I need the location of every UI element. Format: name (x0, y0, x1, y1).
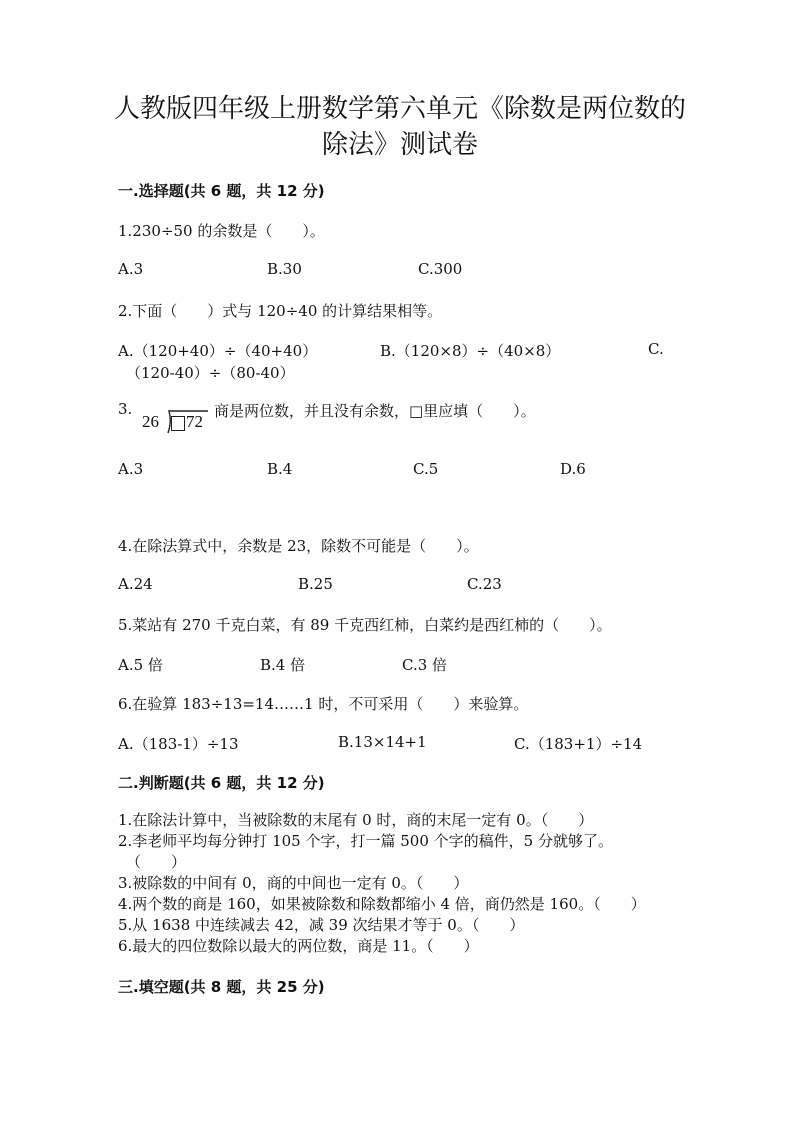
q6-option-b: B.13×14+1 (338, 733, 427, 751)
q1-option-a: A.3 (118, 260, 144, 278)
judge-item-1: 1.在除法计算中，当被除数的末尾有 0 时，商的末尾一定有 0。（ ） (118, 811, 594, 829)
judge-item-5: 5.从 1638 中连续减去 42，减 39 次结果才等于 0。（ ） (118, 916, 525, 934)
q2-option-c: C. (648, 340, 664, 358)
q1-option-b: B.30 (267, 260, 302, 278)
q5-option-a: A.5 倍 (118, 656, 163, 674)
question-5: 5.菜站有 270 千克白菜，有 89 千克西红柿，白菜约是西红柿的（ ）。 (118, 616, 612, 634)
section-heading-choice: 一.选择题(共 6 题，共 12 分) (118, 182, 325, 200)
section-heading-fill: 三.填空题(共 8 题，共 25 分) (118, 978, 325, 996)
q6-option-a: A.（183-1）÷13 (118, 735, 239, 753)
q5-option-b: B.4 倍 (260, 656, 306, 674)
q4-option-c: C.23 (467, 575, 502, 593)
dividend-digits: 72 (186, 412, 203, 431)
q4-option-a: A.24 (118, 575, 153, 593)
q1-option-c: C.300 (418, 260, 463, 278)
judge-item-2: 2.李老师平均每分钟打 105 个字，打一篇 500 个字的稿件，5 分就够了。 (118, 832, 613, 850)
page-title-line2: 除法》测试卷 (321, 130, 478, 160)
question-3-number: 3. (118, 400, 133, 418)
q2-option-c-expression: （120-40）÷（80-40） (126, 364, 295, 382)
judge-item-6: 6.最大的四位数除以最大的两位数，商是 11。（ ） (118, 937, 479, 955)
question-4: 4.在除法算式中，余数是 23，除数不可能是（ ）。 (118, 537, 479, 555)
question-3: 商是两位数，并且没有余数，□里应填（ ）。 (214, 402, 536, 420)
question-1: 1.230÷50 的余数是（ ）。 (118, 222, 325, 240)
q3-option-b: B.4 (267, 460, 293, 478)
q5-option-c: C.3 倍 (402, 656, 448, 674)
judge-item-2-bracket: （ ） (126, 853, 187, 871)
question-2: 2.下面（ ）式与 120÷40 的计算结果相等。 (118, 302, 443, 320)
q2-option-a: A.（120+40）÷（40+40） (118, 342, 318, 360)
q3-option-c: C.5 (413, 460, 439, 478)
q3-option-a: A.3 (118, 460, 144, 478)
long-division-figure (142, 410, 210, 434)
q4-option-b: B.25 (298, 575, 333, 593)
section-heading-judge: 二.判断题(共 6 题，共 12 分) (118, 774, 325, 792)
judge-item-4: 4.两个数的商是 160，如果被除数和除数都缩小 4 倍，商仍然是 160。（ ） (118, 895, 646, 913)
judge-item-3: 3.被除数的中间有 0，商的中间也一定有 0。（ ） (118, 874, 469, 892)
question-6: 6.在验算 183÷13=14……1 时，不可采用（ ）来验算。 (118, 695, 529, 713)
q3-option-d: D.6 (560, 460, 586, 478)
divisor-label: 26 (142, 412, 159, 431)
q2-option-b: B.（120×8）÷（40×8） (380, 342, 561, 360)
page-title-line1: 人教版四年级上册数学第六单元《除数是两位数的 (113, 94, 686, 124)
blank-box (171, 416, 185, 431)
q6-option-c: C.（183+1）÷14 (514, 735, 643, 753)
